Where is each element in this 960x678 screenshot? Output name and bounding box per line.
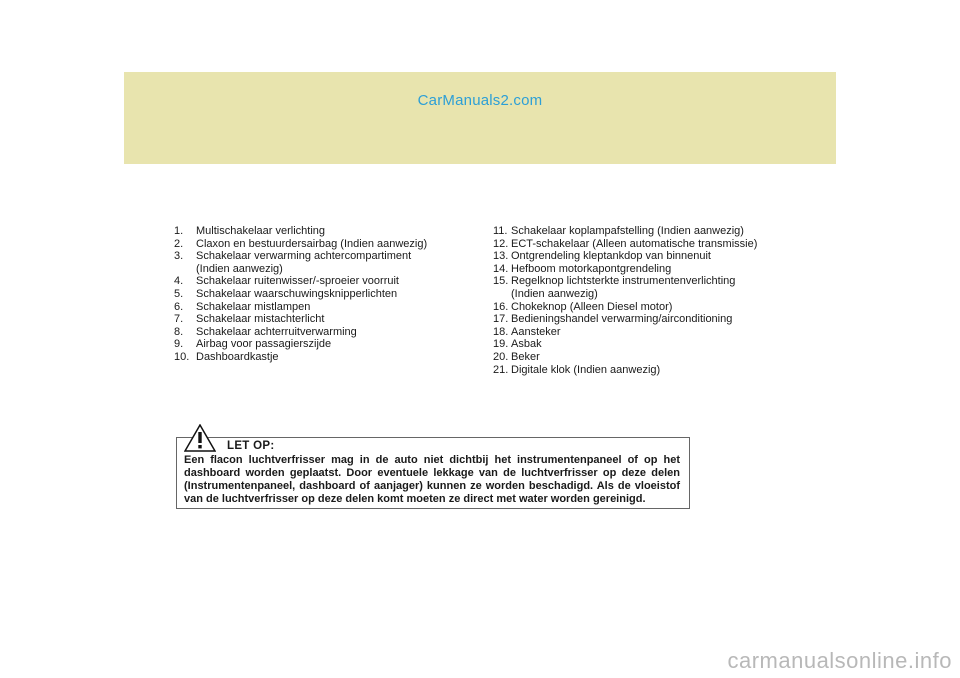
list-item: [493, 301, 793, 314]
list-item: [174, 275, 464, 288]
list-item-text: Dashboardkastje: [196, 350, 279, 363]
carmanuals-link[interactable]: CarManuals2.com: [417, 92, 543, 109]
list-item: [174, 238, 464, 251]
list-item-number: 21.: [493, 363, 509, 376]
list-item-number: 4.: [174, 275, 184, 288]
warning-title: LET OP:: [227, 440, 275, 452]
list-item-number: 8.: [174, 325, 184, 338]
list-item: [493, 263, 793, 276]
list-item-number: 17.: [493, 313, 509, 326]
list-item-number: 3.: [174, 250, 184, 263]
list-item-number: [174, 263, 196, 276]
list-item: [493, 351, 793, 364]
list-item: [493, 364, 793, 377]
list-item: [493, 275, 793, 288]
list-item: [174, 351, 464, 364]
legend-list-left: [174, 225, 464, 364]
list-item: [174, 250, 464, 263]
list-item: [174, 326, 464, 339]
list-item-number: 2.: [174, 237, 184, 250]
list-item-number: 9.: [174, 338, 184, 351]
list-item-number: 5.: [174, 287, 184, 300]
list-item: [174, 338, 464, 351]
list-item: [174, 313, 464, 326]
list-item-number: [493, 288, 511, 301]
list-item-text: (Indien aanwezig): [196, 262, 283, 275]
list-item-number: 10.: [174, 350, 190, 363]
list-item-text: Aansteker: [511, 325, 561, 338]
list-item: [174, 263, 464, 276]
list-item: [493, 313, 793, 326]
list-item-number: 20.: [493, 350, 509, 363]
warning-triangle-icon: [184, 424, 216, 452]
list-item: [174, 301, 464, 314]
list-item-number: 7.: [174, 313, 184, 326]
list-item: [493, 238, 793, 251]
list-item-text: Ontgrendeling kleptankdop van binnenuit: [511, 250, 711, 263]
list-item-number: 13.: [493, 250, 509, 263]
list-item-number: 14.: [493, 262, 509, 275]
list-item-number: 16.: [493, 300, 509, 313]
list-item-number: 18.: [493, 325, 509, 338]
warning-text: Een flacon luchtverfrisser mag in de auto niet dichtbij het instrumentenpaneel of op het dashboard worden geplaatst. Door eventuele lekkage van de luchtverfrisser op deze delen (Instrumentenpaneel, dashboard of aanjager) kunnen ze worden beschadigd. Als de vloeistof van de luchtverfrisser op deze delen komt moeten ze direct met water worden gereinigd.: [184, 454, 680, 505]
list-item-text: Beker: [511, 350, 540, 363]
list-item: [493, 338, 793, 351]
list-item-text: Schakelaar verwarming achtercompartiment: [196, 250, 412, 263]
list-item-text: Bedieningshandel verwarming/airconditioning: [511, 313, 733, 326]
list-item-number: 15.: [493, 275, 509, 288]
list-item: [174, 288, 464, 301]
list-item-text: Regelknop lichtsterkte instrumentenverlichting: [511, 275, 736, 288]
footer-watermark: carmanualsonline.info: [727, 648, 952, 673]
list-item-text: Asbak: [511, 338, 542, 351]
legend-list-right: [493, 225, 793, 376]
list-item: [493, 288, 793, 301]
list-item: [493, 225, 793, 238]
list-item-text: Hefboom motorkapontgrendeling: [511, 262, 672, 275]
list-item: [493, 326, 793, 339]
list-item-number: 19.: [493, 338, 509, 351]
list-item: [174, 225, 464, 238]
list-item-text: Digitale klok (Indien aanwezig): [511, 363, 661, 376]
list-item-text: ECT-schakelaar (Alleen automatische transmissie): [511, 237, 758, 250]
list-item-text: Multischakelaar verlichting: [196, 225, 325, 237]
list-item-number: 6.: [174, 300, 184, 313]
list-item-text: Schakelaar achterruitverwarming: [196, 325, 357, 338]
list-item-text: Schakelaar mistachterlicht: [196, 313, 325, 326]
list-item-text: (Indien aanwezig): [511, 287, 598, 300]
list-item-text: Claxon en bestuurdersairbag (Indien aanwezig): [196, 237, 428, 250]
list-item-text: Airbag voor passagierszijde: [196, 338, 332, 351]
list-item: [493, 250, 793, 263]
top-banner: [124, 72, 836, 164]
list-item-number: 1.: [174, 225, 184, 237]
list-item-text: Schakelaar koplampafstelling (Indien aanwezig): [511, 225, 744, 237]
list-item-text: Schakelaar waarschuwingsknipperlichten: [196, 287, 398, 300]
list-item-text: Schakelaar mistlampen: [196, 300, 311, 313]
list-item-number: 12.: [493, 237, 509, 250]
list-item-text: Schakelaar ruitenwisser/-sproeier voorruit: [196, 275, 399, 288]
list-item-number: 11.: [493, 225, 508, 237]
list-item-text: Chokeknop (Alleen Diesel motor): [511, 300, 673, 313]
